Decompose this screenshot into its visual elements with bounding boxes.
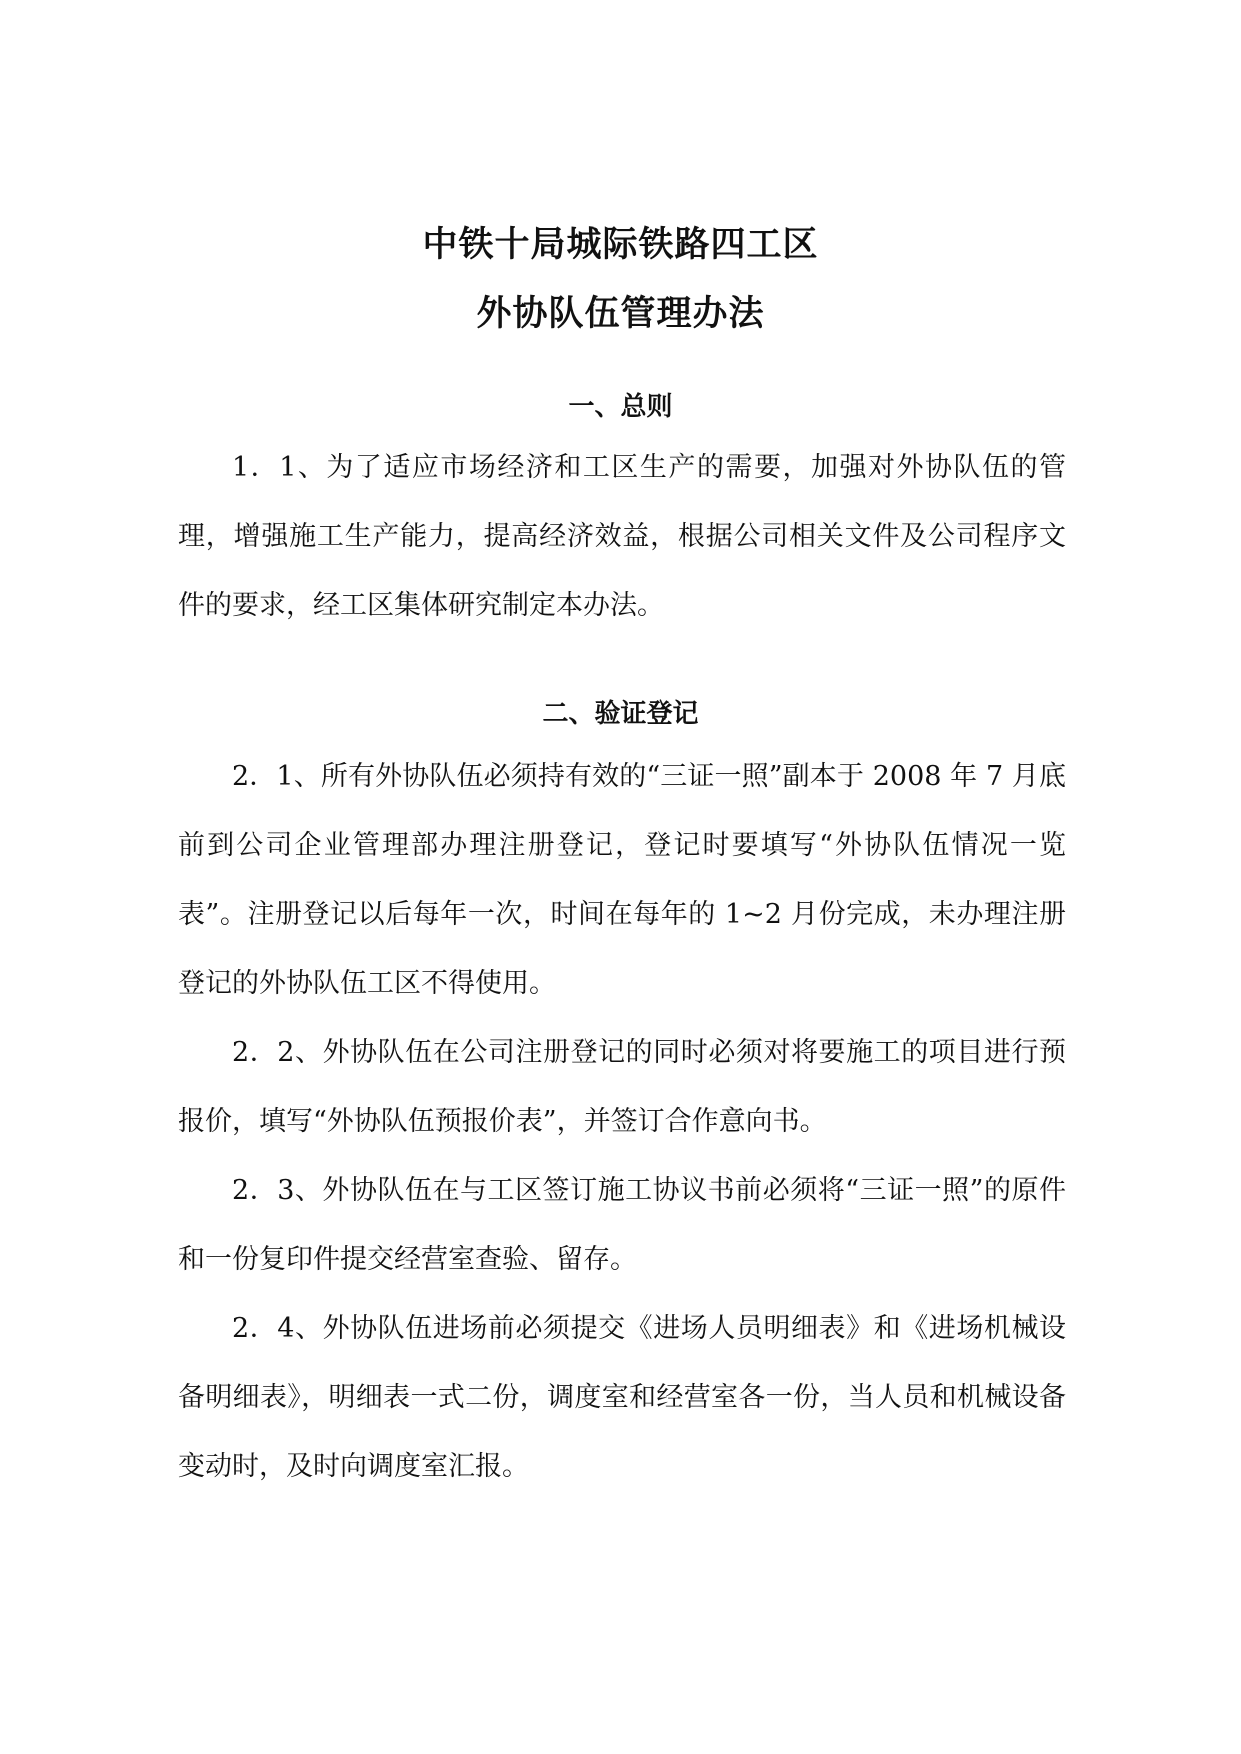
paragraph-2-3: 2．3、外协队伍在与工区签订施工协议书前必须将“三证一照”的原件和一份复印件提交经营室查验、留存。 [178,1175,1066,1275]
document-title-line1: 中铁十局城际铁路四工区 [422,225,819,265]
paragraph-2-2: 2．2、外协队伍在公司注册登记的同时必须对将要施工的项目进行预报价，填写“外协队伍预报价表”，并签订合作意向书。 [178,1037,1066,1137]
document-title-line2: 外协队伍管理办法 [476,294,765,334]
paragraph-1-1: 1．1、为了适应市场经济和工区生产的需要，加强对外协队伍的管理，增强施工生产能力，提高经济效益，根据公司相关文件及公司程序文件的要求，经工区集体研究制定本办法。 [178,452,1066,621]
section-heading-general: 一、总则 [568,392,673,422]
paragraph-2-4: 2．4、外协队伍进场前必须提交《进场人员明细表》和《进场机械设备明细表》，明细表一式二份，调度室和经营室各一份，当人员和机械设备变动时，及时向调度室汇报。 [178,1313,1066,1482]
paragraph-2-1: 2．1、所有外协队伍必须持有效的“三证一照”副本于 2008 年 7 月底前到公司企业管理部办理注册登记，登记时要填写“外协队伍情况一览表”。注册登记以后每年一次，时间在每年的 1~2 月份完成，未办理注册登记的外协队伍工区不得使用。 [178,761,1066,999]
section-heading-verification: 二、验证登记 [542,699,699,729]
